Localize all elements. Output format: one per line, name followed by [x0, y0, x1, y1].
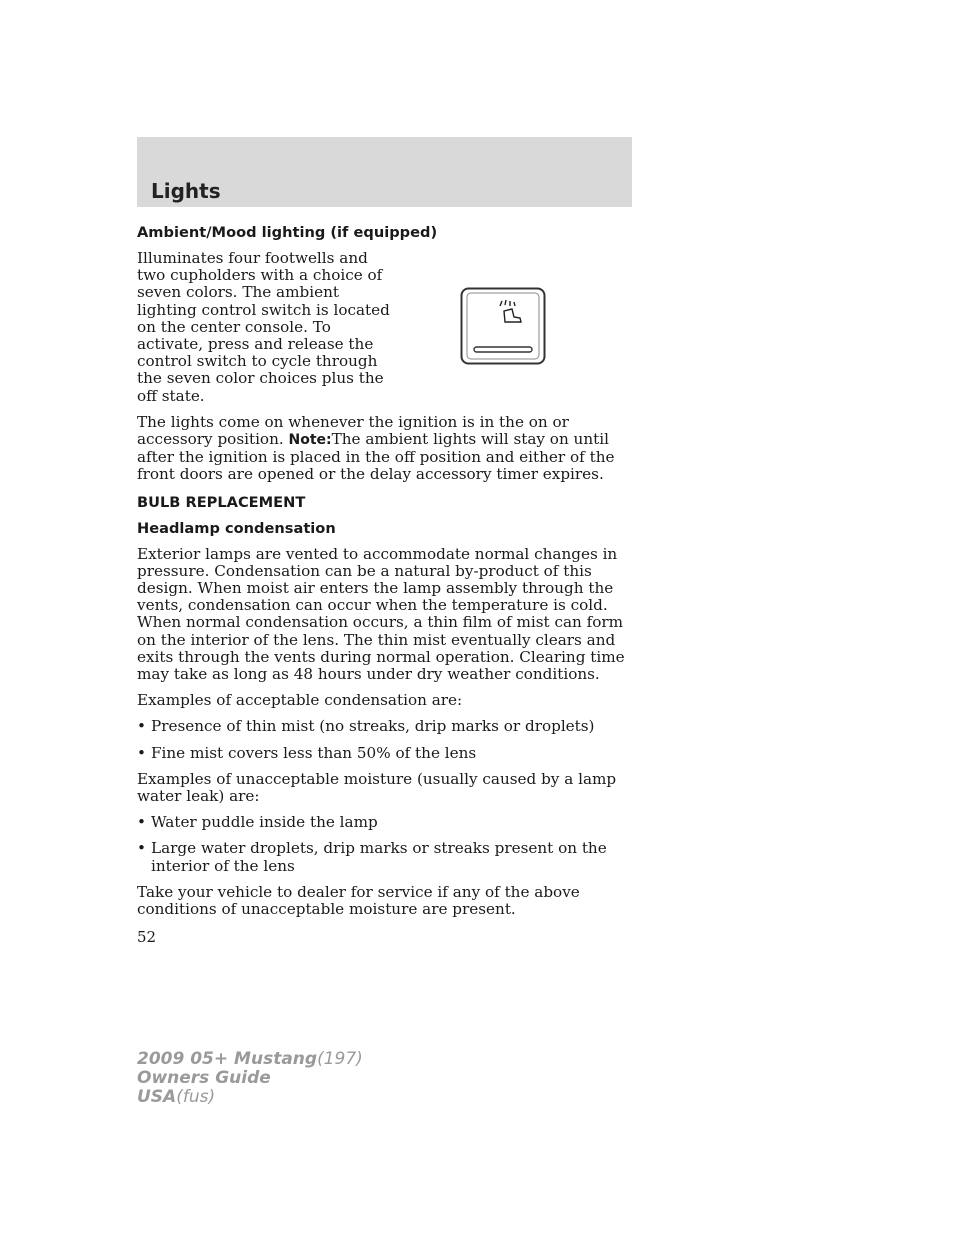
headlamp-condensation-heading: Headlamp condensation: [137, 519, 336, 537]
closing-paragraph: Take your vehicle to dealer for service if any of the above conditions of unacceptable moisture are present.: [137, 882, 580, 919]
list-item: • Large water droplets, drip marks or streaks present on the interior of the lens: [137, 839, 607, 875]
bulb-replacement-heading: BULB REPLACEMENT: [137, 493, 306, 511]
list-item: • Fine mist covers less than 50% of the lens: [137, 743, 477, 762]
ambient-lighting-heading: Ambient/Mood lighting (if equipped): [137, 224, 438, 241]
ambient-body-text: The lights come on whenever the ignition is in the on or accessory position. Note:The ambient lights will stay on until after the ignition is placed in the off position and either of the front doors are opened or the delay accessory timer expires.: [137, 412, 615, 484]
section-header-band: [137, 137, 632, 207]
ambient-lighting-switch-icon: [460, 287, 546, 414]
list-item: • Presence of thin mist (no streaks, drip marks or droplets): [137, 717, 595, 736]
ambient-intro-row: [137, 250, 632, 414]
acceptable-intro: Examples of acceptable condensation are:: [137, 691, 463, 710]
condensation-paragraph: Exterior lamps are vented to accommodate normal changes in pressure. Condensation can be a natural by-product of this design. When moist air enters the lamp assembly through the vents, condensation can occur when the temperature is cold. When normal condensation occurs, a thin film of mist can form on the interior of the lens. The thin mist eventually clears and exits through the vents during normal operation. Clearing time may take as long as 48 hours under dry weather conditions.: [137, 544, 625, 684]
ambient-intro-text: Illuminates four footwells and two cupholders with a choice of seven colors. The ambient lighting control switch is located on the center console. To activate, press and release the control switch to cycle through the seven color choices plus the off state.: [137, 249, 390, 405]
document-footer: 2009 05+ Mustang(197) Owners Guide USA(fus): [137, 1049, 363, 1107]
section-title: Lights: [151, 179, 221, 203]
list-item: • Water puddle inside the lamp: [137, 813, 378, 832]
page-number: 52: [137, 928, 157, 946]
unacceptable-intro: Examples of unacceptable moisture (usually caused by a lamp water leak) are:: [137, 769, 617, 806]
page-content: [137, 224, 632, 927]
